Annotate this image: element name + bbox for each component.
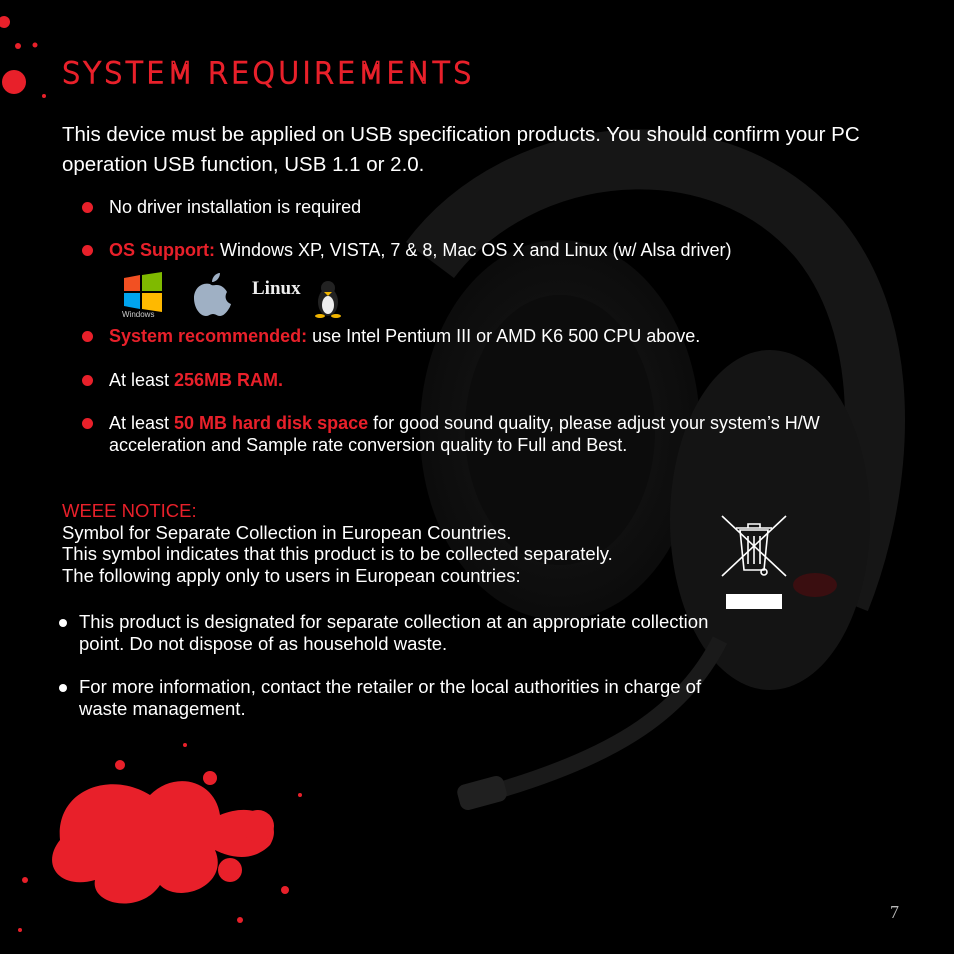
windows-logo-icon (122, 272, 162, 318)
weee-line-1: Symbol for Separate Collection in European Countries. (62, 521, 512, 543)
bullet-icon (59, 684, 67, 692)
os-support-text: Windows XP, VISTA, 7 & 8, Mac OS X and Linux (w/ Alsa driver) (215, 240, 732, 260)
bullet-icon (82, 418, 93, 429)
system-recommended-label: System recommended: (109, 326, 308, 346)
bullet-icon (82, 245, 93, 256)
system-recommended-text: use Intel Pentium III or AMD K6 500 CPU above. (307, 326, 701, 346)
weee-bullet-1 (62, 611, 722, 654)
bullet-icon (82, 202, 93, 213)
ram-prefix: At least (109, 370, 175, 390)
windows-caption: Windows (122, 310, 155, 318)
bullet-icon (82, 331, 93, 342)
weee-bullet-2-text: For more information, contact the retailer or the local authorities in charge of waste management. (79, 676, 702, 719)
disk-suffix: for good sound quality, please adjust your system’s H/W acceleration and Sample rate conversion quality to Full and Best. (109, 413, 820, 455)
list-item-os-support (82, 239, 869, 261)
os-logos (122, 272, 352, 318)
apple-logo-icon (194, 273, 231, 316)
bullet-icon (82, 375, 93, 386)
linux-logo-icon (252, 278, 341, 318)
list-item-system-recommended (82, 325, 869, 347)
bullet-icon (59, 619, 67, 627)
weee-bullet-1-text: This product is designated for separate collection at an appropriate collection point. Do not dispose of as household waste. (79, 611, 709, 654)
disk-prefix: At least (109, 413, 175, 433)
weee-line-2: This symbol indicates that this product is to be collected separately. (62, 543, 613, 564)
intro-paragraph: This device must be applied on USB specification products. You should confirm your PC operation USB function, USB 1.1 or 2.0. (62, 123, 860, 176)
weee-line-3: The following apply only to users in European countries: (62, 564, 521, 586)
weee-bullet-2 (62, 676, 722, 719)
list-item-disk-space (82, 412, 869, 456)
linux-caption: Linux (252, 278, 301, 299)
list-item-ram (82, 369, 869, 391)
weee-notice (62, 500, 722, 719)
disk-value: 50 MB hard disk space (174, 413, 369, 433)
weee-title: WEEE NOTICE: (62, 500, 197, 521)
weee-crossed-bin-icon (720, 514, 790, 610)
driver-text: No driver installation is required (109, 197, 362, 217)
os-support-label: OS Support: (109, 240, 215, 260)
page-title: SYSTEM REQUIREMENTS (62, 56, 475, 90)
ram-value: 256MB RAM. (174, 370, 284, 390)
list-item-driver (82, 196, 869, 218)
page-number: 7 (890, 902, 899, 922)
